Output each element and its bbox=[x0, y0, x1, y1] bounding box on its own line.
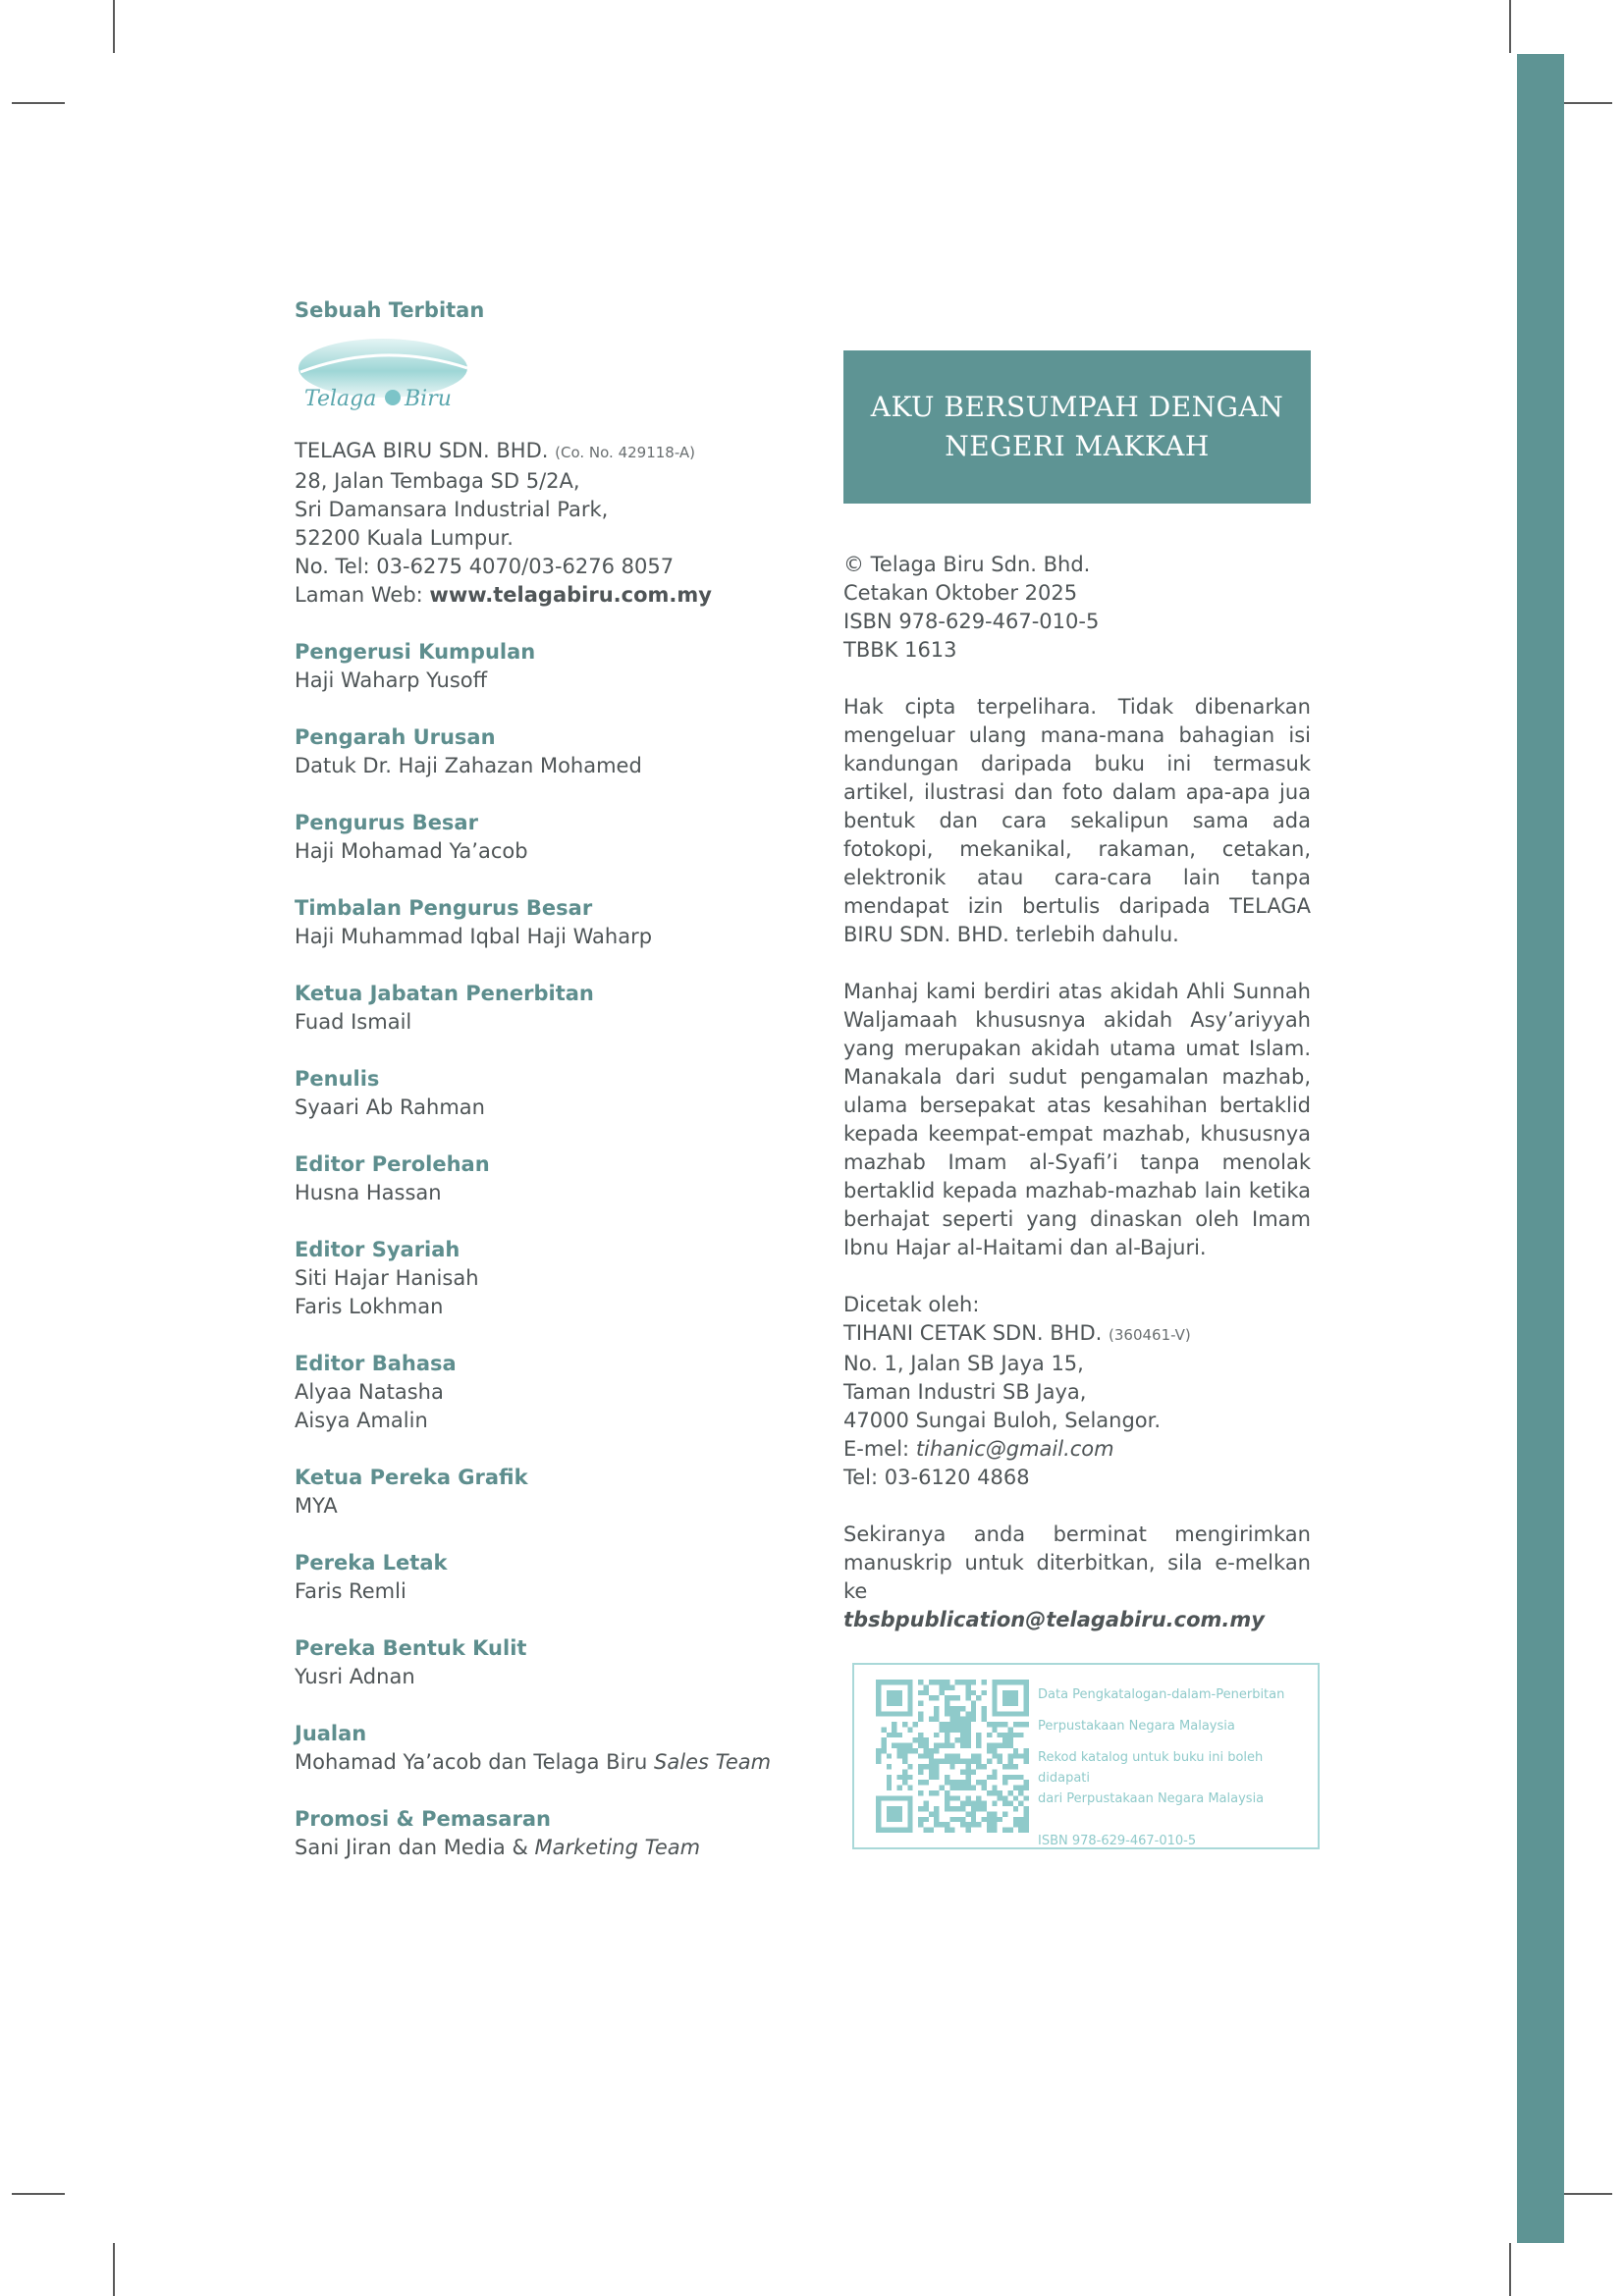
credit-name: Haji Mohamad Ya’acob bbox=[295, 839, 528, 863]
credit-role: Editor Perolehan bbox=[295, 1152, 490, 1176]
publisher-address-2: Sri Damansara Industrial Park, bbox=[295, 498, 609, 521]
credit-name: Haji Waharp Yusoff bbox=[295, 668, 488, 692]
credit-promo bbox=[295, 1805, 844, 1862]
crop-mark bbox=[1559, 102, 1612, 104]
printer-phone: Tel: 03-6120 4868 bbox=[843, 1466, 1030, 1489]
credit-entry bbox=[295, 1350, 844, 1435]
credit-entry bbox=[295, 1150, 844, 1207]
credit-names bbox=[295, 1834, 844, 1862]
publisher-web-line bbox=[295, 581, 844, 610]
promo-names: Sani Jiran dan Media & bbox=[295, 1836, 535, 1859]
printer-company: TIHANI CETAK SDN. BHD. bbox=[843, 1321, 1103, 1345]
cip-line-1: Data Pengkatalogan-dalam-Penerbitan bbox=[1038, 1687, 1285, 1702]
publisher-logo bbox=[295, 333, 481, 431]
spine-bar bbox=[1517, 54, 1564, 2243]
book-title-box bbox=[843, 350, 1311, 504]
credit-name: Yusri Adnan bbox=[295, 1665, 415, 1688]
credit-entry bbox=[295, 638, 844, 695]
credit-role: Editor Bahasa bbox=[295, 1352, 457, 1375]
cip-line-4: dari Perpustakaan Negara Malaysia bbox=[1038, 1791, 1265, 1806]
credit-role: Pereka Letak bbox=[295, 1551, 448, 1575]
telaga-biru-logo-icon bbox=[295, 333, 481, 431]
credit-role: Promosi & Pemasaran bbox=[295, 1807, 551, 1831]
cip-isbn: ISBN 978-629-467-010-5 bbox=[1038, 1834, 1197, 1848]
crop-mark bbox=[1509, 0, 1511, 53]
credit-role: Ketua Pereka Grafik bbox=[295, 1466, 528, 1489]
book-code: TBBK 1613 bbox=[843, 638, 957, 662]
book-isbn: ISBN 978-629-467-010-5 bbox=[843, 610, 1100, 633]
credit-role: Penulis bbox=[295, 1067, 380, 1091]
svg-text:Biru: Biru bbox=[405, 387, 452, 411]
cip-line-3: Rekod katalog untuk buku ini boleh didapati bbox=[1038, 1750, 1264, 1786]
publisher-web-label: Laman Web: bbox=[295, 583, 430, 607]
printer-address-2: Taman Industri SB Jaya, bbox=[843, 1380, 1087, 1404]
credit-sales bbox=[295, 1720, 844, 1777]
credit-name: Datuk Dr. Haji Zahazan Mohamed bbox=[295, 754, 642, 777]
credit-entry bbox=[295, 894, 844, 951]
printer-company-line bbox=[843, 1319, 1311, 1350]
cip-box bbox=[852, 1663, 1320, 1849]
publisher-web-link[interactable]: www.telagabiru.com.my bbox=[429, 583, 712, 607]
marketing-team: Marketing Team bbox=[534, 1836, 701, 1859]
credit-entry bbox=[295, 1464, 844, 1521]
cip-text bbox=[1038, 1684, 1313, 1851]
printer-address-1: No. 1, Jalan SB Jaya 15, bbox=[843, 1352, 1084, 1375]
qr-code-icon[interactable] bbox=[876, 1680, 1029, 1833]
credit-name: Aisya Amalin bbox=[295, 1409, 428, 1432]
credit-name: MYA bbox=[295, 1494, 338, 1518]
book-meta bbox=[843, 551, 1311, 665]
credit-entry bbox=[295, 980, 844, 1037]
publisher-company-reg: (Co. No. 429118-A) bbox=[555, 444, 696, 461]
credit-entry bbox=[295, 723, 844, 780]
credit-name: Faris Lokhman bbox=[295, 1295, 444, 1318]
printer-block bbox=[843, 1291, 1311, 1492]
credit-role: Editor Syariah bbox=[295, 1238, 460, 1261]
credit-role: Pereka Bentuk Kulit bbox=[295, 1636, 527, 1660]
crop-mark bbox=[1559, 2193, 1612, 2195]
crop-mark bbox=[1509, 2243, 1511, 2296]
crop-mark bbox=[113, 0, 115, 53]
credit-entry bbox=[295, 809, 844, 866]
crop-mark bbox=[113, 2243, 115, 2296]
cip-line-2: Perpustakaan Negara Malaysia bbox=[1038, 1719, 1235, 1734]
credit-entry bbox=[295, 1236, 844, 1321]
credit-name: Husna Hassan bbox=[295, 1181, 442, 1204]
credit-name: Alyaa Natasha bbox=[295, 1380, 444, 1404]
book-title-line-1: AKU BERSUMPAH DENGAN bbox=[870, 391, 1284, 423]
book-title-line-2: NEGERI MAKKAH bbox=[945, 430, 1210, 462]
printer-email-line bbox=[843, 1435, 1311, 1464]
publisher-credits-column bbox=[295, 296, 844, 1862]
credit-entry bbox=[295, 1634, 844, 1691]
rights-paragraph: Hak cipta terpelihara. Tidak dibenarkan mengeluar ulang mana-mana bahagian isi kandungan daripada buku ini termasuk artikel, ilustrasi dan foto dalam apa-apa jua bentuk dan cara sekalipun sama ada fotokopi, mekanikal, rakaman, cetakan, elektronik atau cara-cara lain tanpa mendapat izin bertulis daripada TELAGA BIRU SDN. BHD. terlebih dahulu. bbox=[843, 695, 1311, 946]
printer-email-label: E-mel: bbox=[843, 1437, 916, 1461]
publisher-intro: Sebuah Terbitan bbox=[295, 298, 485, 322]
credit-name: Syaari Ab Rahman bbox=[295, 1095, 485, 1119]
sales-names: Mohamad Ya’acob dan Telaga Biru bbox=[295, 1750, 655, 1774]
credit-role: Pengerusi Kumpulan bbox=[295, 640, 536, 664]
crop-mark bbox=[12, 2193, 65, 2195]
publisher-address-1: 28, Jalan Tembaga SD 5/2A, bbox=[295, 469, 580, 493]
credit-entry bbox=[295, 1549, 844, 1606]
book-copyright: © Telaga Biru Sdn. Bhd. bbox=[843, 553, 1091, 576]
publisher-phone: No. Tel: 03-6275 4070/03-6276 8057 bbox=[295, 555, 675, 578]
sales-team: Sales Team bbox=[654, 1750, 772, 1774]
credit-name: Siti Hajar Hanisah bbox=[295, 1266, 479, 1290]
credit-role: Pengurus Besar bbox=[295, 811, 478, 834]
publisher-address-3: 52200 Kuala Lumpur. bbox=[295, 526, 514, 550]
credit-name: Faris Remli bbox=[295, 1579, 406, 1603]
publisher-address-block bbox=[295, 437, 844, 610]
credit-entry bbox=[295, 1065, 844, 1122]
credit-name: Fuad Ismail bbox=[295, 1010, 412, 1034]
crop-mark bbox=[12, 102, 65, 104]
submission-block bbox=[843, 1521, 1311, 1634]
svg-text:Telaga: Telaga bbox=[304, 387, 377, 411]
printer-address-3: 47000 Sungai Buloh, Selangor. bbox=[843, 1409, 1162, 1432]
book-info-column bbox=[843, 350, 1311, 1634]
credit-name: Haji Muhammad Iqbal Haji Waharp bbox=[295, 925, 653, 948]
printer-label: Dicetak oleh: bbox=[843, 1293, 980, 1316]
publisher-company-line bbox=[295, 437, 844, 467]
submission-text: Sekiranya anda berminat mengirimkan manuskrip untuk diterbitkan, sila e-melkan ke bbox=[843, 1522, 1311, 1603]
publisher-company: TELAGA BIRU SDN. BHD. bbox=[295, 439, 549, 462]
credit-names bbox=[295, 1748, 844, 1777]
book-edition: Cetakan Oktober 2025 bbox=[843, 581, 1078, 605]
manhaj-paragraph: Manhaj kami berdiri atas akidah Ahli Sunnah Waljamaah khususnya akidah Asy’ariyyah yang merupakan akidah utama umat Islam. Manakala dari sudut pengamalan mazhab, ulama bersepakat atas kesahihan bertaklid kepada keempat-empat mazhab, khususnya mazhab Imam al-Syafi’i tanpa menolak bertaklid kepada mazhab-mazhab lain ketika berhajat seperti yang dinaskan oleh Imam Ibnu Hajar al-Haitami dan al-Bajuri. bbox=[843, 980, 1311, 1259]
printer-company-reg: (360461-V) bbox=[1109, 1326, 1191, 1344]
credit-role: Pengarah Urusan bbox=[295, 725, 496, 749]
credit-role: Timbalan Pengurus Besar bbox=[295, 896, 593, 920]
submission-email-link[interactable]: tbsbpublication@telagabiru.com.my bbox=[843, 1608, 1265, 1631]
credit-role: Jualan bbox=[295, 1722, 367, 1745]
printer-email-link[interactable]: tihanic@gmail.com bbox=[915, 1437, 1114, 1461]
credits-list bbox=[295, 638, 844, 1691]
credit-role: Ketua Jabatan Penerbitan bbox=[295, 982, 594, 1005]
